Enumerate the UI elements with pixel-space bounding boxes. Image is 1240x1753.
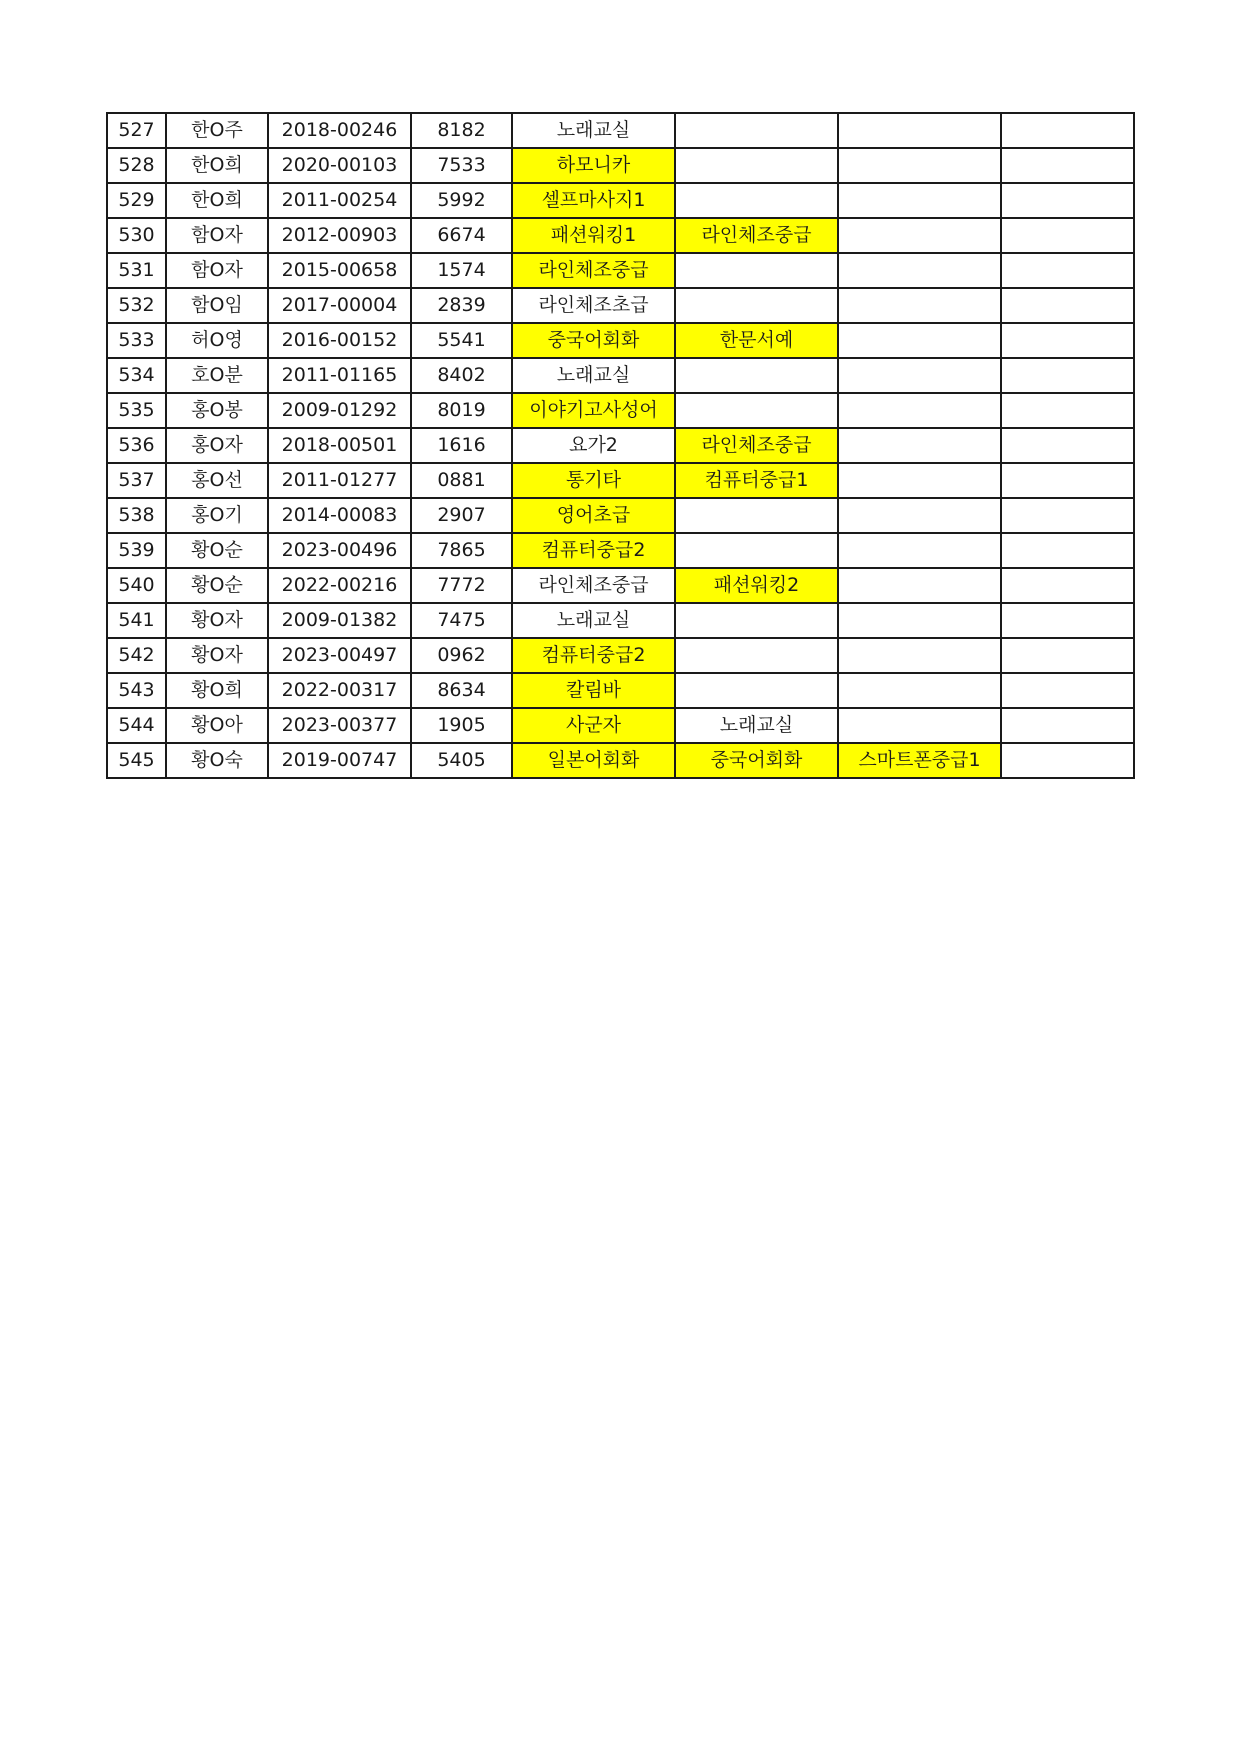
row-number-cell: 530: [107, 218, 166, 253]
class-cell-3: [838, 568, 1001, 603]
class-cell-2: 노래교실: [675, 708, 838, 743]
member-id-cell: 2023-00377: [268, 708, 411, 743]
class-cell-4: [1001, 148, 1134, 183]
member-id-cell: 2022-00317: [268, 673, 411, 708]
class-cell-2: [675, 358, 838, 393]
class-cell-4: [1001, 673, 1134, 708]
table-row: [107, 288, 1134, 323]
class-cell-3: [838, 323, 1001, 358]
table-row: [107, 743, 1134, 778]
member-code-cell: 1574: [411, 253, 512, 288]
member-name-cell: 황O희: [166, 673, 268, 708]
table-row: [107, 638, 1134, 673]
class-cell-4: [1001, 498, 1134, 533]
member-code-cell: 6674: [411, 218, 512, 253]
class-cell-1: 라인체조중급: [512, 568, 675, 603]
member-name-cell: 홍O자: [166, 428, 268, 463]
class-cell-4: [1001, 708, 1134, 743]
member-code-cell: 8182: [411, 113, 512, 148]
class-cell-3: [838, 708, 1001, 743]
member-name-cell: 함O임: [166, 288, 268, 323]
member-code-cell: 5992: [411, 183, 512, 218]
member-code-cell: 7475: [411, 603, 512, 638]
class-cell-1: 노래교실: [512, 113, 675, 148]
class-cell-2: [675, 113, 838, 148]
member-name-cell: 황O아: [166, 708, 268, 743]
class-cell-1: 노래교실: [512, 358, 675, 393]
class-cell-1: 이야기고사성어: [512, 393, 675, 428]
member-code-cell: 8019: [411, 393, 512, 428]
row-number-cell: 533: [107, 323, 166, 358]
member-id-cell: 2019-00747: [268, 743, 411, 778]
member-id-cell: 2018-00501: [268, 428, 411, 463]
member-id-cell: 2018-00246: [268, 113, 411, 148]
row-number-cell: 537: [107, 463, 166, 498]
table-row: [107, 498, 1134, 533]
member-id-cell: 2011-01277: [268, 463, 411, 498]
class-cell-3: [838, 603, 1001, 638]
member-name-cell: 호O분: [166, 358, 268, 393]
class-cell-1: 컴퓨터중급2: [512, 533, 675, 568]
member-name-cell: 함O자: [166, 218, 268, 253]
member-name-cell: 황O숙: [166, 743, 268, 778]
class-cell-2: [675, 393, 838, 428]
roster-sheet: [106, 112, 1135, 779]
class-cell-2: 중국어회화: [675, 743, 838, 778]
class-cell-4: [1001, 393, 1134, 428]
class-cell-1: 사군자: [512, 708, 675, 743]
table-row: [107, 113, 1134, 148]
class-cell-4: [1001, 743, 1134, 778]
member-code-cell: 2839: [411, 288, 512, 323]
member-id-cell: 2009-01382: [268, 603, 411, 638]
class-cell-2: [675, 638, 838, 673]
member-id-cell: 2012-00903: [268, 218, 411, 253]
class-cell-3: [838, 288, 1001, 323]
table-row: [107, 183, 1134, 218]
member-name-cell: 한O희: [166, 148, 268, 183]
class-cell-3: [838, 183, 1001, 218]
class-cell-2: [675, 183, 838, 218]
class-cell-1: 셀프마사지1: [512, 183, 675, 218]
class-cell-1: 통기타: [512, 463, 675, 498]
row-number-cell: 528: [107, 148, 166, 183]
table-row: [107, 428, 1134, 463]
class-cell-4: [1001, 638, 1134, 673]
class-cell-2: 패션워킹2: [675, 568, 838, 603]
class-cell-2: [675, 603, 838, 638]
member-code-cell: 1905: [411, 708, 512, 743]
class-cell-3: [838, 393, 1001, 428]
member-name-cell: 한O주: [166, 113, 268, 148]
member-code-cell: 5541: [411, 323, 512, 358]
class-cell-3: [838, 358, 1001, 393]
table-row: [107, 393, 1134, 428]
member-name-cell: 함O자: [166, 253, 268, 288]
row-number-cell: 531: [107, 253, 166, 288]
class-cell-4: [1001, 183, 1134, 218]
row-number-cell: 534: [107, 358, 166, 393]
class-cell-3: [838, 113, 1001, 148]
class-cell-4: [1001, 253, 1134, 288]
class-cell-2: 라인체조중급: [675, 218, 838, 253]
member-id-cell: 2014-00083: [268, 498, 411, 533]
class-cell-4: [1001, 603, 1134, 638]
class-cell-1: 중국어회화: [512, 323, 675, 358]
enrollment-table: [106, 112, 1135, 779]
table-row: [107, 533, 1134, 568]
class-cell-4: [1001, 463, 1134, 498]
member-id-cell: 2017-00004: [268, 288, 411, 323]
member-id-cell: 2009-01292: [268, 393, 411, 428]
member-code-cell: 7533: [411, 148, 512, 183]
class-cell-1: 영어초급: [512, 498, 675, 533]
member-id-cell: 2016-00152: [268, 323, 411, 358]
table-row: [107, 358, 1134, 393]
row-number-cell: 540: [107, 568, 166, 603]
member-id-cell: 2011-01165: [268, 358, 411, 393]
row-number-cell: 544: [107, 708, 166, 743]
row-number-cell: 535: [107, 393, 166, 428]
member-code-cell: 8634: [411, 673, 512, 708]
class-cell-3: [838, 673, 1001, 708]
member-name-cell: 황O자: [166, 603, 268, 638]
class-cell-2: 컴퓨터중급1: [675, 463, 838, 498]
table-row: [107, 218, 1134, 253]
class-cell-1: 하모니카: [512, 148, 675, 183]
class-cell-1: 일본어회화: [512, 743, 675, 778]
class-cell-2: [675, 253, 838, 288]
member-id-cell: 2011-00254: [268, 183, 411, 218]
member-name-cell: 홍O선: [166, 463, 268, 498]
class-cell-3: [838, 533, 1001, 568]
class-cell-1: 라인체조중급: [512, 253, 675, 288]
class-cell-3: [838, 498, 1001, 533]
member-code-cell: 2907: [411, 498, 512, 533]
row-number-cell: 538: [107, 498, 166, 533]
member-id-cell: 2023-00496: [268, 533, 411, 568]
class-cell-4: [1001, 288, 1134, 323]
class-cell-3: [838, 218, 1001, 253]
class-cell-3: [838, 148, 1001, 183]
class-cell-1: 노래교실: [512, 603, 675, 638]
class-cell-4: [1001, 113, 1134, 148]
class-cell-3: 스마트폰중급1: [838, 743, 1001, 778]
table-row: [107, 603, 1134, 638]
class-cell-1: 컴퓨터중급2: [512, 638, 675, 673]
member-name-cell: 홍O기: [166, 498, 268, 533]
class-cell-4: [1001, 218, 1134, 253]
row-number-cell: 545: [107, 743, 166, 778]
table-body: [107, 113, 1134, 778]
member-name-cell: 황O순: [166, 568, 268, 603]
class-cell-4: [1001, 568, 1134, 603]
row-number-cell: 541: [107, 603, 166, 638]
row-number-cell: 532: [107, 288, 166, 323]
row-number-cell: 542: [107, 638, 166, 673]
class-cell-2: [675, 288, 838, 323]
class-cell-4: [1001, 428, 1134, 463]
row-number-cell: 543: [107, 673, 166, 708]
class-cell-4: [1001, 323, 1134, 358]
class-cell-2: 한문서예: [675, 323, 838, 358]
table-row: [107, 708, 1134, 743]
member-code-cell: 0881: [411, 463, 512, 498]
member-name-cell: 황O순: [166, 533, 268, 568]
class-cell-2: 라인체조중급: [675, 428, 838, 463]
class-cell-4: [1001, 533, 1134, 568]
class-cell-1: 라인체조초급: [512, 288, 675, 323]
member-id-cell: 2023-00497: [268, 638, 411, 673]
row-number-cell: 529: [107, 183, 166, 218]
class-cell-2: [675, 533, 838, 568]
member-name-cell: 홍O봉: [166, 393, 268, 428]
member-code-cell: 7865: [411, 533, 512, 568]
table-row: [107, 568, 1134, 603]
member-name-cell: 황O자: [166, 638, 268, 673]
member-id-cell: 2022-00216: [268, 568, 411, 603]
class-cell-2: [675, 148, 838, 183]
class-cell-1: 요가2: [512, 428, 675, 463]
table-row: [107, 463, 1134, 498]
class-cell-1: 패션워킹1: [512, 218, 675, 253]
class-cell-3: [838, 253, 1001, 288]
member-code-cell: 7772: [411, 568, 512, 603]
member-id-cell: 2020-00103: [268, 148, 411, 183]
member-id-cell: 2015-00658: [268, 253, 411, 288]
row-number-cell: 539: [107, 533, 166, 568]
member-name-cell: 한O희: [166, 183, 268, 218]
row-number-cell: 527: [107, 113, 166, 148]
member-code-cell: 1616: [411, 428, 512, 463]
class-cell-3: [838, 638, 1001, 673]
table-row: [107, 148, 1134, 183]
member-code-cell: 0962: [411, 638, 512, 673]
table-row: [107, 323, 1134, 358]
class-cell-3: [838, 463, 1001, 498]
class-cell-2: [675, 498, 838, 533]
row-number-cell: 536: [107, 428, 166, 463]
class-cell-1: 칼림바: [512, 673, 675, 708]
member-name-cell: 허O영: [166, 323, 268, 358]
table-row: [107, 253, 1134, 288]
table-row: [107, 673, 1134, 708]
class-cell-2: [675, 673, 838, 708]
class-cell-3: [838, 428, 1001, 463]
member-code-cell: 5405: [411, 743, 512, 778]
class-cell-4: [1001, 358, 1134, 393]
member-code-cell: 8402: [411, 358, 512, 393]
